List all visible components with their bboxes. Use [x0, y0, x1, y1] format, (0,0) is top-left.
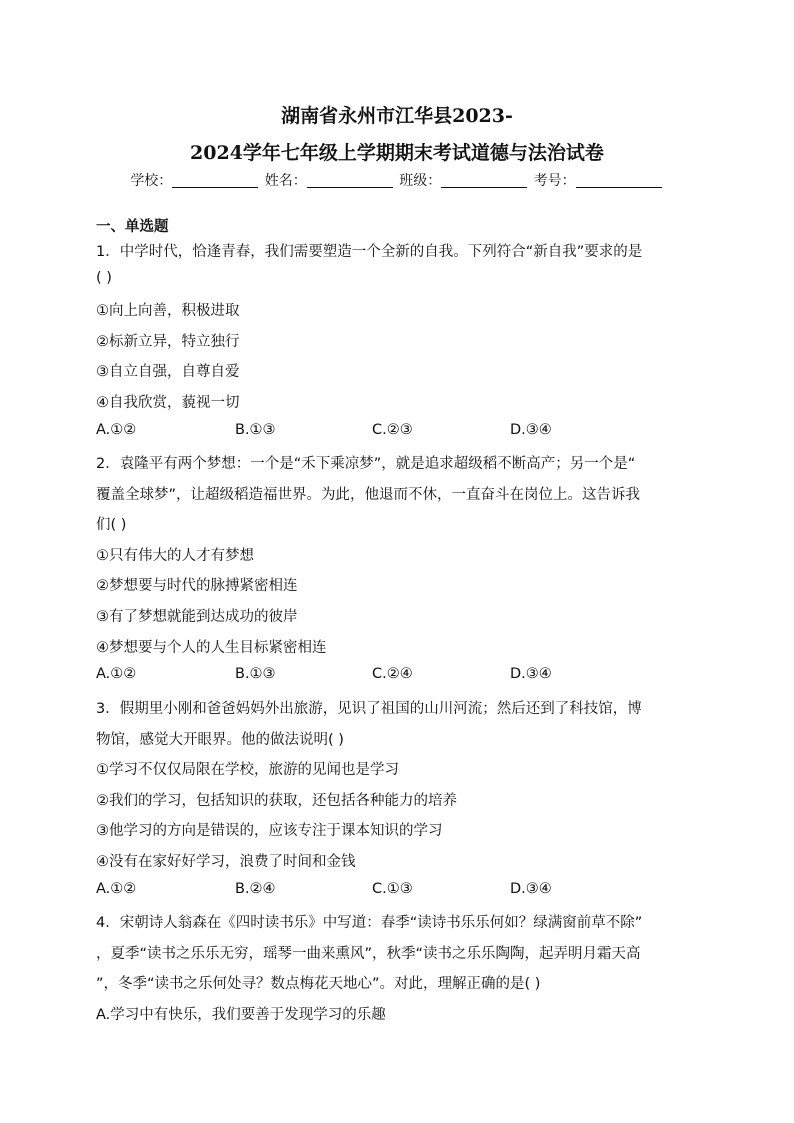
option-b[interactable]: B.①③: [235, 666, 276, 682]
statement-item: ④没有在家好好学习，浪费了时间和金钱: [96, 854, 356, 870]
option-a[interactable]: A.①②: [96, 666, 137, 682]
question-stem: 4．宋朝诗人翁森在《四时读书乐》中写道：春季“读诗书乐乐何如？绿满窗前草不除”: [96, 915, 643, 931]
option-a[interactable]: A.①②: [96, 881, 137, 897]
number-blank[interactable]: [576, 173, 662, 188]
option-b[interactable]: B.①③: [235, 422, 276, 438]
question-stem: 1．中学时代，恰逢青春，我们需要塑造一个全新的自我。下列符合“新自我”要求的是: [96, 244, 643, 260]
answer-options: [96, 422, 696, 442]
answer-options: [96, 881, 696, 901]
section-heading: 一、单选题: [96, 219, 169, 235]
exam-title-line1: 湖南省永州市江华县2023-: [281, 105, 513, 127]
school-blank[interactable]: [172, 173, 258, 188]
question-stem: 们( ): [96, 517, 127, 533]
option-c[interactable]: C.②④: [372, 666, 413, 682]
option-a[interactable]: A.①②: [96, 422, 137, 438]
answer-options: [96, 666, 696, 686]
question-stem: ”，冬季“读书之乐何处寻？数点梅花天地心”。对此，理解正确的是( ): [96, 976, 541, 992]
option-b[interactable]: B.②④: [235, 881, 276, 897]
question-stem: 覆盖全球梦”，让超级稻造福世界。为此，他退而不休，一直奋斗在岗位上。这告诉我: [96, 487, 641, 503]
question-stem: 2．袁隆平有两个梦想：一个是“禾下乘凉梦”，就是追求超级稻不断高产；另一个是“: [96, 456, 636, 472]
statement-item: ②标新立异，特立独行: [96, 334, 240, 350]
name-blank[interactable]: [307, 173, 393, 188]
option-d[interactable]: D.③④: [510, 666, 552, 682]
option-c[interactable]: C.①③: [372, 881, 413, 897]
name-label: 姓名：: [264, 173, 307, 189]
school-label: 学校：: [130, 173, 173, 189]
statement-item: ③有了梦想就能到达成功的彼岸: [96, 609, 298, 625]
question-stem: 物馆，感觉大开眼界。他的做法说明( ): [96, 732, 344, 748]
exam-title-line2: 2024学年七年级上学期期末考试道德与法治试卷: [190, 142, 604, 164]
class-blank[interactable]: [441, 173, 527, 188]
question-stem: ，夏季“读书之乐乐无穷，瑶琴一曲来熏风”，秋季“读书之乐乐陶陶，起弄明月霜天高: [96, 946, 641, 962]
number-label: 考号：: [533, 173, 576, 189]
statement-item: ①向上向善，积极进取: [96, 303, 240, 319]
option-a[interactable]: A.学习中有快乐，我们要善于发现学习的乐趣: [96, 1007, 386, 1023]
statement-item: ②梦想要与时代的脉搏紧密相连: [96, 578, 298, 594]
statement-item: ①学习不仅仅局限在学校，旅游的见闻也是学习: [96, 762, 399, 778]
statement-item: ②我们的学习，包括知识的获取，还包括各种能力的培养: [96, 793, 457, 809]
option-d[interactable]: D.③④: [510, 422, 552, 438]
option-c[interactable]: C.②③: [372, 422, 413, 438]
statement-item: ①只有伟大的人才有梦想: [96, 548, 254, 564]
statement-item: ④梦想要与个人的人生目标紧密相连: [96, 640, 327, 656]
question-stem: 3．假期里小刚和爸爸妈妈外出旅游，见识了祖国的山川河流；然后还到了科技馆，博: [96, 701, 642, 717]
question-stem: ( ): [96, 270, 112, 286]
statement-item: ③自立自强，自尊自爱: [96, 364, 240, 380]
student-info-row: [0, 170, 794, 190]
option-d[interactable]: D.③④: [510, 881, 552, 897]
statement-item: ③他学习的方向是错误的，应该专注于课本知识的学习: [96, 823, 443, 839]
class-label: 班级：: [399, 173, 442, 189]
statement-item: ④自我欣赏，藐视一切: [96, 395, 240, 411]
